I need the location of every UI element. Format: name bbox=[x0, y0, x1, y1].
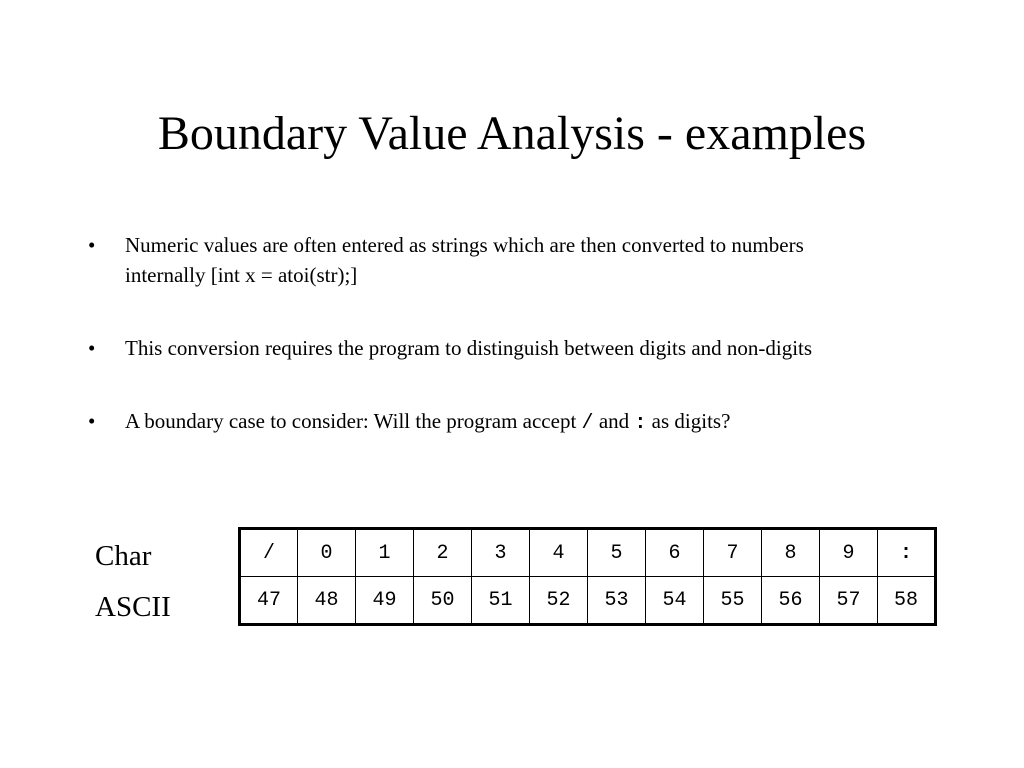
bullet-item bbox=[88, 230, 888, 290]
bullet-item bbox=[88, 406, 888, 439]
table-row-labels bbox=[95, 532, 171, 634]
code-colon: : bbox=[634, 412, 647, 435]
table-row-codes bbox=[240, 577, 936, 625]
slide-title: Boundary Value Analysis - examples bbox=[157, 107, 867, 160]
char-cell: : bbox=[878, 529, 936, 577]
row-label-char: Char bbox=[95, 540, 152, 572]
char-cell: / bbox=[240, 529, 298, 577]
code-cell: 55 bbox=[704, 577, 762, 625]
code-cell: 57 bbox=[820, 577, 878, 625]
char-cell: 4 bbox=[530, 529, 588, 577]
char-cell: 9 bbox=[820, 529, 878, 577]
bullet-marker: • bbox=[88, 336, 96, 360]
bullet-marker: • bbox=[88, 233, 96, 257]
code-cell: 47 bbox=[240, 577, 298, 625]
bullet-text: This conversion requires the program to distinguish between digits and non-digits bbox=[125, 336, 813, 360]
row-label-ascii: ASCII bbox=[95, 591, 171, 623]
bullet-text-part: A boundary case to consider: Will the program accept bbox=[125, 409, 582, 433]
table-row-chars bbox=[240, 529, 936, 577]
code-cell: 48 bbox=[298, 577, 356, 625]
bullet-text-part: as digits? bbox=[646, 409, 731, 433]
code-cell: 53 bbox=[588, 577, 646, 625]
char-cell: 5 bbox=[588, 529, 646, 577]
code-slash: / bbox=[581, 412, 594, 435]
code-cell: 58 bbox=[878, 577, 936, 625]
code-cell: 51 bbox=[472, 577, 530, 625]
char-cell: 7 bbox=[704, 529, 762, 577]
char-cell: 8 bbox=[762, 529, 820, 577]
char-cell: 6 bbox=[646, 529, 704, 577]
code-cell: 49 bbox=[356, 577, 414, 625]
bullet-text-part: and bbox=[593, 409, 635, 433]
bullet-list bbox=[88, 230, 888, 482]
code-cell: 54 bbox=[646, 577, 704, 625]
code-cell: 56 bbox=[762, 577, 820, 625]
char-cell: 2 bbox=[414, 529, 472, 577]
code-cell: 50 bbox=[414, 577, 472, 625]
bullet-item bbox=[88, 333, 888, 363]
bullet-text bbox=[125, 409, 730, 433]
bullet-text: Numeric values are often entered as strings which are then converted to numbers internally [int x = atoi(str);] bbox=[125, 233, 804, 287]
ascii-table bbox=[238, 527, 937, 626]
bullet-marker: • bbox=[88, 409, 96, 433]
char-cell: 1 bbox=[356, 529, 414, 577]
code-cell: 52 bbox=[530, 577, 588, 625]
char-cell: 0 bbox=[298, 529, 356, 577]
char-cell: 3 bbox=[472, 529, 530, 577]
